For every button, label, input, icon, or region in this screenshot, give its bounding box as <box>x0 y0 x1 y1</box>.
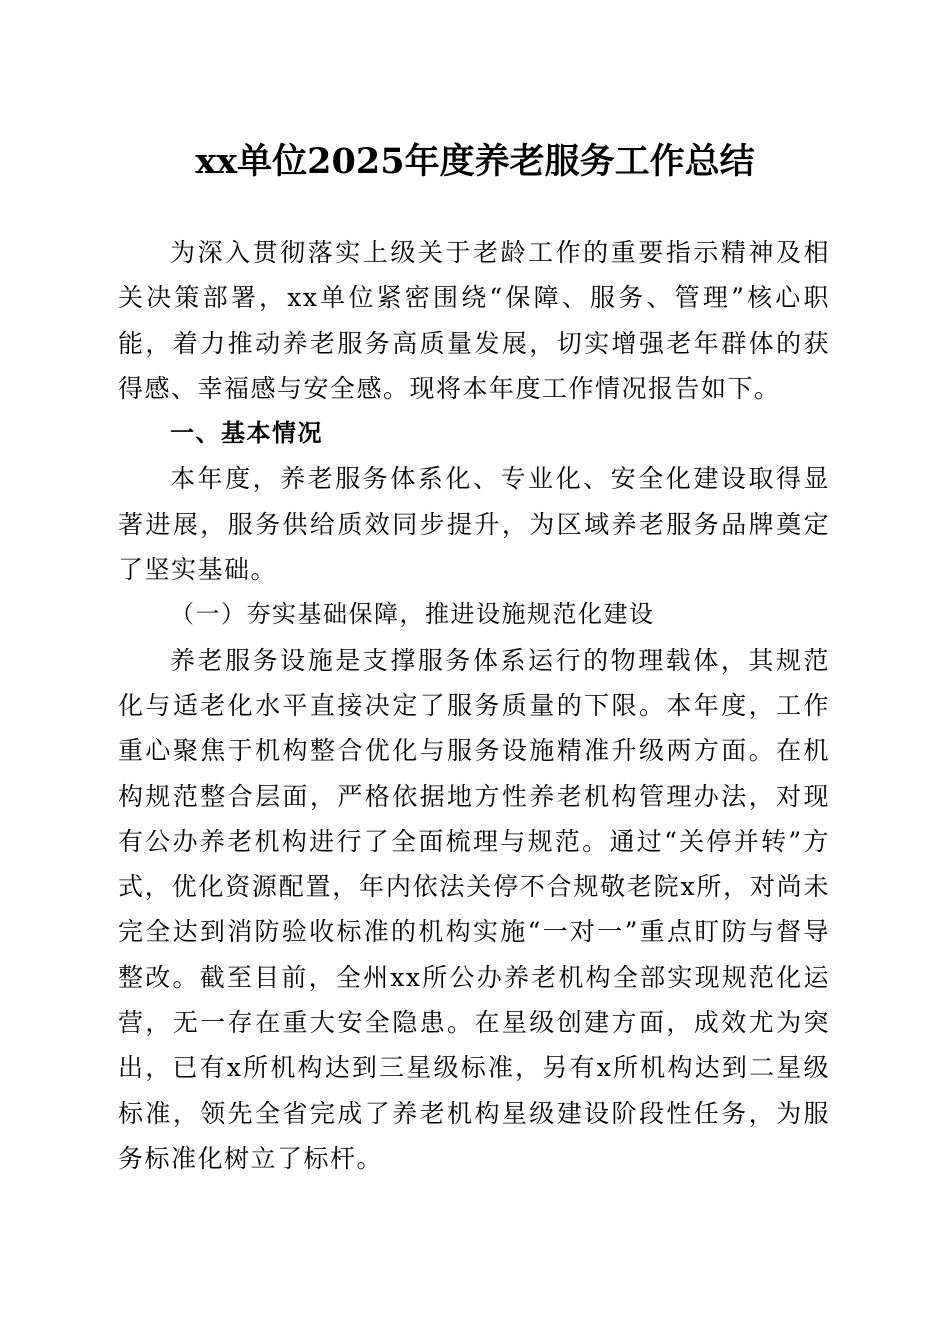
section-heading-basic-situation: 一、基本情况 <box>170 419 323 448</box>
document-title: xx单位2025年度养老服务工作总结 <box>195 141 755 182</box>
subsection-heading-infrastructure: （一）夯实基础保障，推进设施规范化建设 <box>170 600 655 629</box>
subsection-paragraph: 养老服务设施是支撑服务体系运行的物理载体，其规范化与适老化水平直接决定了服务质量的下限。本年度，工作重心聚焦于机构整合优化与服务设施精准升级两方面。在机构规范整合层面，严格依据地方性养老机构管理办法，对现有公办养老机构进行了全面梳理与规范。通过“关停并转”方式，优化资源配置，年内依法关停不合规敬老院x所，对尚未完全达到消防验收标准的机构实施“一对一”重点盯防与督导整改。截至目前，全州xx所公办养老机构全部实现规范化运营，无一存在重大安全隐患。在星级创建方面，成效尤为突出，已有x所机构达到三星级标准，另有x所机构达到二星级标准，领先全省完成了养老机构星级建设阶段性任务，为服务标准化树立了标杆。 <box>118 645 830 1173</box>
section-paragraph: 本年度，养老服务体系化、专业化、安全化建设取得显著进展，服务供给质效同步提升，为区域养老服务品牌奠定了坚实基础。 <box>118 464 830 585</box>
intro-paragraph: 为深入贯彻落实上级关于老龄工作的重要指示精神及相关决策部署，xx单位紧密围绕“保障、服务、管理”核心职能，着力推动养老服务高质量发展，切实增强老年群体的获得感、幸福感与安全感。现将本年度工作情况报告如下。 <box>118 238 830 403</box>
document-body <box>118 230 830 1181</box>
